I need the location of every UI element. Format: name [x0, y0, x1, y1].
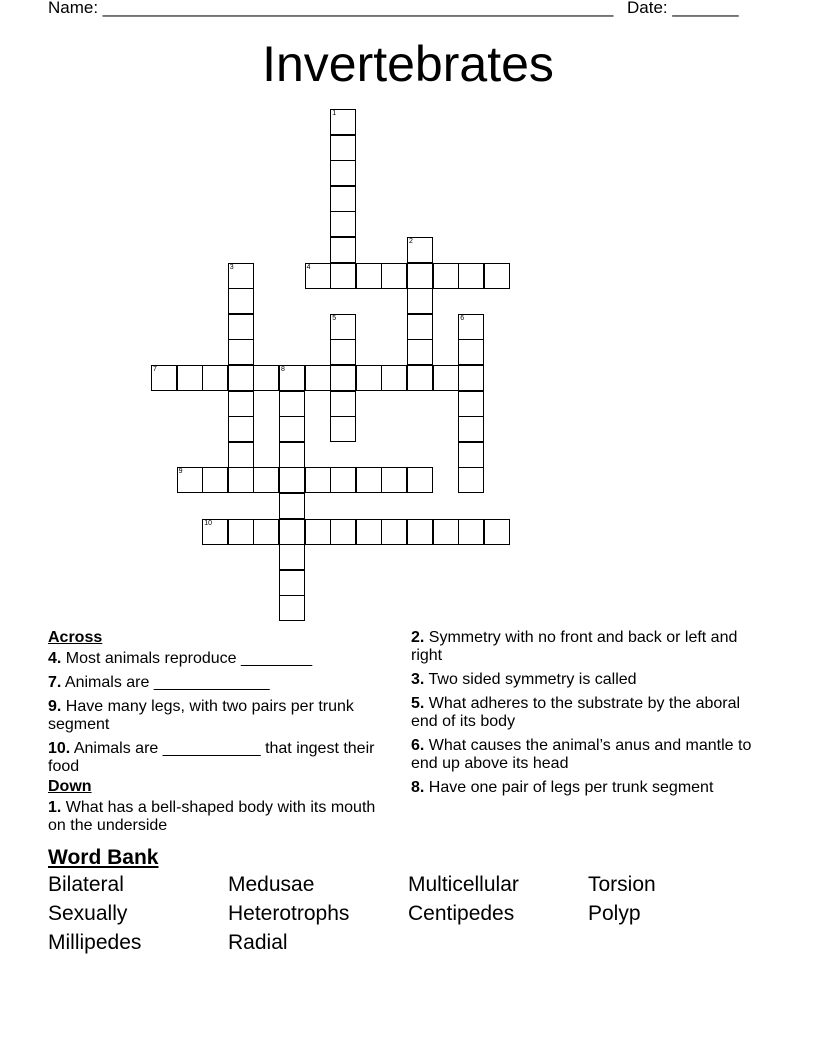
clue-across-10	[48, 740, 388, 776]
crossword-cell[interactable]	[330, 339, 356, 365]
crossword-cell[interactable]	[228, 467, 254, 493]
crossword-cell[interactable]	[381, 519, 407, 545]
clue-text: Have one pair of legs per trunk segment	[424, 779, 714, 796]
clue-down-5	[411, 695, 761, 731]
clue-across-9	[48, 698, 388, 734]
crossword-cell[interactable]	[458, 519, 484, 545]
cell-number: 6	[460, 314, 465, 322]
cell-number: 8	[281, 366, 285, 373]
clue-across-7	[48, 674, 388, 692]
clue-text: Animals are ___________ that ingest their food	[48, 740, 375, 775]
crossword-cell[interactable]	[279, 467, 305, 493]
crossword-cell[interactable]	[330, 314, 356, 340]
crossword-cell[interactable]	[330, 467, 356, 493]
crossword-cell[interactable]	[202, 519, 228, 545]
across-heading: Across	[48, 629, 103, 646]
crossword-cell[interactable]	[228, 519, 254, 545]
crossword-cell[interactable]	[202, 467, 228, 493]
crossword-cell[interactable]	[330, 365, 356, 391]
word-bank-item: Sexually	[48, 902, 128, 925]
crossword-cell[interactable]	[458, 442, 484, 468]
crossword-cell[interactable]	[279, 391, 305, 417]
crossword-cell[interactable]	[228, 314, 254, 340]
cell-number: 10	[204, 519, 212, 527]
crossword-cell[interactable]	[279, 365, 305, 391]
clue-number: 5.	[411, 695, 425, 712]
crossword-cell[interactable]	[458, 314, 484, 340]
crossword-cell[interactable]	[381, 365, 407, 391]
word-bank-item: Multicellular	[408, 873, 519, 896]
word-bank-item: Heterotrophs	[228, 902, 350, 925]
crossword-cell[interactable]	[177, 467, 203, 493]
clue-text: Symmetry with no front and back or left and right	[411, 629, 738, 664]
crossword-cell[interactable]	[253, 467, 279, 493]
crossword-cell[interactable]	[330, 416, 356, 442]
crossword-cell[interactable]	[356, 519, 382, 545]
clue-number: 7.	[48, 674, 62, 691]
crossword-cell[interactable]	[228, 391, 254, 417]
clue-number: 2.	[411, 629, 425, 646]
crossword-cell[interactable]	[177, 365, 203, 391]
crossword-cell[interactable]	[433, 263, 459, 289]
crossword-cell[interactable]	[330, 263, 356, 289]
crossword-cell[interactable]	[330, 109, 356, 135]
clue-text: What has a bell-shaped body with its mouth on the underside	[48, 799, 376, 834]
clue-text: Two sided symmetry is called	[424, 671, 637, 688]
cell-number: 2	[409, 238, 413, 245]
crossword-cell[interactable]	[356, 467, 382, 493]
crossword-cell[interactable]	[484, 263, 510, 289]
crossword-cell[interactable]	[407, 237, 433, 263]
cell-number: 5	[332, 314, 337, 322]
crossword-cell[interactable]	[253, 365, 279, 391]
word-bank-item: Torsion	[588, 873, 656, 896]
clue-down-1	[48, 799, 388, 835]
clue-text: What adheres to the substrate by the aboral end of its body	[411, 695, 741, 730]
crossword-cell[interactable]	[279, 416, 305, 442]
crossword-cell[interactable]	[279, 442, 305, 468]
crossword-cell[interactable]	[458, 391, 484, 417]
crossword-cell[interactable]	[151, 365, 177, 391]
crossword-cell[interactable]	[330, 237, 356, 263]
crossword-cell[interactable]	[228, 263, 254, 289]
crossword-cell[interactable]	[381, 263, 407, 289]
crossword-cell[interactable]	[458, 467, 484, 493]
clue-number: 10.	[48, 740, 71, 757]
word-bank-item: Polyp	[588, 902, 641, 925]
crossword-cell[interactable]	[279, 493, 305, 519]
crossword-cell[interactable]	[407, 365, 433, 391]
clue-text: What causes the animal’s anus and mantle to end up above its head	[411, 737, 752, 772]
crossword-cell[interactable]	[228, 365, 254, 391]
crossword-cell[interactable]	[407, 314, 433, 340]
crossword-cell[interactable]	[228, 442, 254, 468]
crossword-cell[interactable]	[305, 365, 331, 391]
clue-number: 4.	[48, 650, 62, 667]
crossword-cell[interactable]	[330, 160, 356, 186]
crossword-cell[interactable]	[330, 519, 356, 545]
clues-right-column	[411, 629, 761, 803]
word-bank-item: Bilateral	[48, 873, 124, 896]
crossword-cell[interactable]	[279, 519, 305, 545]
word-bank-title: Word Bank	[48, 846, 159, 869]
crossword-cell[interactable]	[381, 467, 407, 493]
crossword-cell[interactable]	[407, 288, 433, 314]
crossword-cell[interactable]	[458, 416, 484, 442]
crossword-cell[interactable]	[407, 263, 433, 289]
word-bank-list	[48, 873, 768, 955]
crossword-cell[interactable]	[407, 467, 433, 493]
crossword-cell[interactable]	[458, 365, 484, 391]
clue-text: Animals are _____________	[61, 674, 270, 691]
word-bank-item: Millipedes	[48, 931, 142, 954]
crossword-cell[interactable]	[279, 570, 305, 596]
crossword-cell[interactable]	[458, 263, 484, 289]
cell-number: 4	[306, 263, 311, 271]
page-title: Invertebrates	[262, 36, 554, 92]
crossword-cell[interactable]	[356, 263, 382, 289]
crossword-cell[interactable]	[407, 339, 433, 365]
crossword-cell[interactable]	[228, 339, 254, 365]
crossword-cell[interactable]	[305, 519, 331, 545]
crossword-cell[interactable]	[253, 519, 279, 545]
crossword-cell[interactable]	[305, 263, 331, 289]
cell-number: 9	[178, 468, 183, 476]
word-bank-item: Centipedes	[408, 902, 515, 925]
clue-text: Most animals reproduce ________	[61, 650, 313, 667]
clue-number: 8.	[411, 779, 425, 796]
crossword-cell[interactable]	[356, 365, 382, 391]
clue-across-4	[48, 650, 388, 668]
cell-number: 7	[153, 366, 157, 373]
crossword-cell[interactable]	[330, 391, 356, 417]
clue-number: 9.	[48, 698, 62, 715]
header-name-line: Name: ______________________________________________________	[48, 0, 614, 17]
crossword-cell[interactable]	[202, 365, 228, 391]
crossword-cell[interactable]	[458, 339, 484, 365]
clue-down-3	[411, 671, 761, 689]
crossword-cell[interactable]	[228, 288, 254, 314]
crossword-cell[interactable]	[433, 519, 459, 545]
clues-left-column	[48, 629, 388, 841]
crossword-cell[interactable]	[228, 416, 254, 442]
header-date-line: Date: _______	[627, 0, 739, 17]
clue-text: Have many legs, with two pairs per trunk segment	[48, 698, 354, 733]
crossword-cell[interactable]	[330, 211, 356, 237]
clue-number: 6.	[411, 737, 425, 754]
clue-down-2	[411, 629, 761, 665]
crossword-cell[interactable]	[330, 186, 356, 212]
crossword-cell[interactable]	[330, 135, 356, 161]
word-bank-item: Medusae	[228, 873, 315, 896]
clue-down-8	[411, 779, 761, 797]
crossword-cell[interactable]	[279, 595, 305, 621]
clue-number: 3.	[411, 671, 425, 688]
word-bank-item: Radial	[228, 931, 288, 954]
crossword-cell[interactable]	[305, 467, 331, 493]
crossword-cell[interactable]	[407, 519, 433, 545]
cell-number: 1	[332, 110, 337, 117]
crossword-cell[interactable]	[279, 544, 305, 570]
down-heading: Down	[48, 778, 92, 795]
crossword-cell[interactable]	[433, 365, 459, 391]
cell-number: 3	[229, 263, 234, 271]
clue-down-6	[411, 737, 761, 773]
clue-number: 1.	[48, 799, 62, 816]
crossword-cell[interactable]	[484, 519, 510, 545]
